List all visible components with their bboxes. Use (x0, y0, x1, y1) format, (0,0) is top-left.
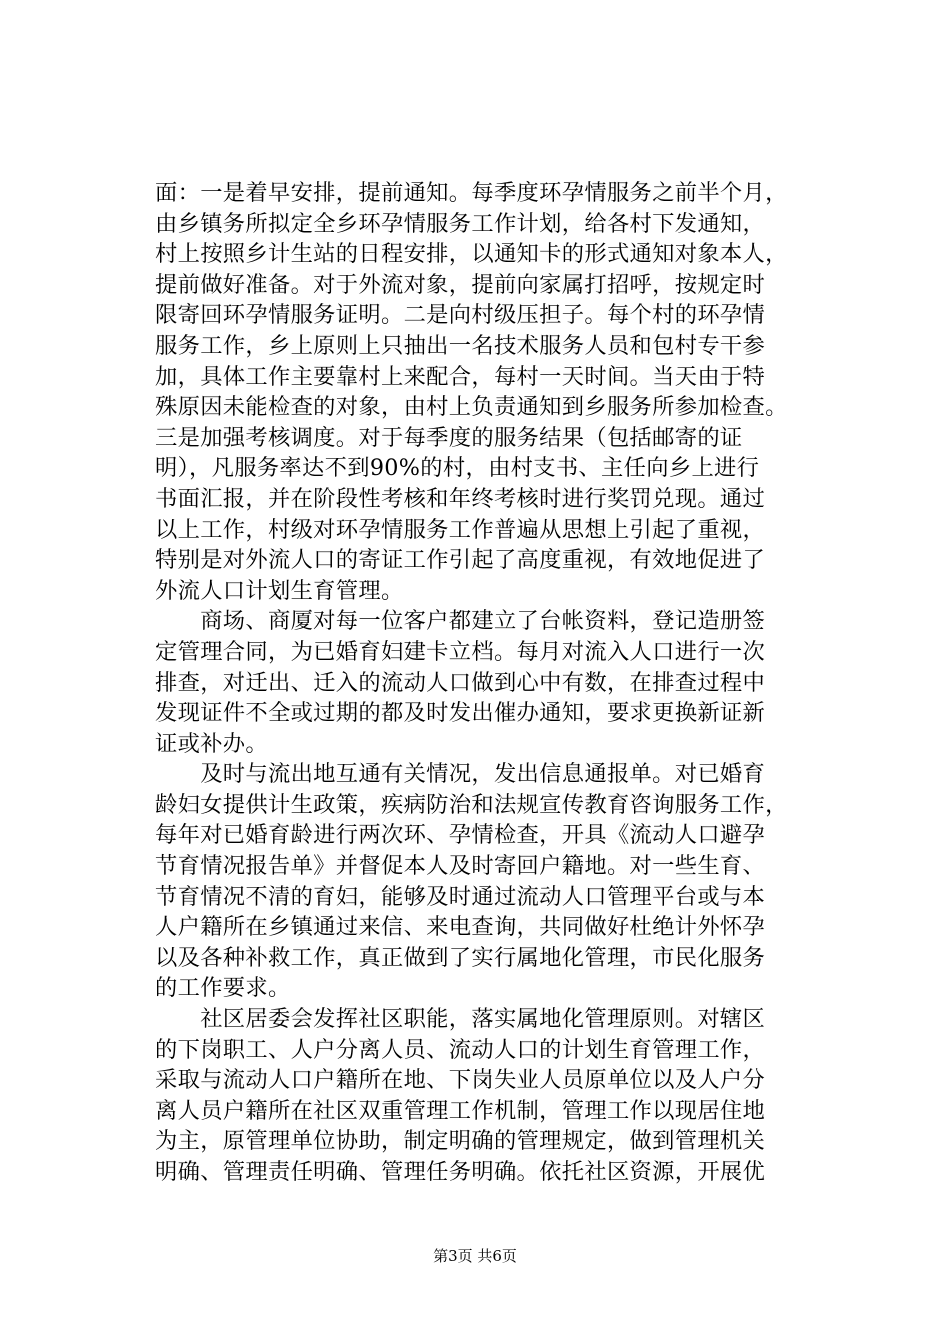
text-line: 书面汇报，并在阶段性考核和年终考核时进行奖罚兑现。通过 (155, 485, 766, 512)
text-line: 由乡镇务所拟定全乡环孕情服务工作计划，给各村下发通知， (155, 210, 766, 237)
text-line: 的下岗职工、人户分离人员、流动人口的计划生育管理工作， (155, 1036, 766, 1063)
text-line: 三是加强考核调度。对于每季度的服务结果（包括邮寄的证 (155, 424, 743, 451)
text-line: 以上工作，村级对环孕情服务工作普遍从思想上引起了重视， (155, 516, 766, 543)
text-line: 商场、商厦对每一位客户都建立了台帐资料，登记造册签 (155, 608, 766, 635)
text-line: 加，具体工作主要靠村上来配合，每村一天时间。当天由于特 (155, 363, 766, 390)
text-line: 节育情况不清的育妇，能够及时通过流动人口管理平台或与本 (155, 883, 766, 910)
text-line: 限寄回环孕情服务证明。二是向村级压担子。每个村的环孕情 (155, 302, 766, 329)
text-line: 每年对已婚育龄进行两次环、孕情检查，开具《流动人口避孕 (155, 822, 766, 849)
text-line: 特别是对外流人口的寄证工作引起了高度重视，有效地促进了 (155, 547, 766, 574)
text-line: 及时与流出地互通有关情况，发出信息通报单。对已婚育 (155, 761, 766, 788)
text-line: 明），凡服务率达不到90%的村，由村支书、主任向乡上进行 (155, 455, 760, 482)
text-line: 服务工作，乡上原则上只抽出一名技术服务人员和包村专干参 (155, 332, 766, 359)
text-line: 面：一是着早安排，提前通知。每季度环孕情服务之前半个月， (155, 180, 788, 206)
text-line: 社区居委会发挥社区职能，落实属地化管理原则。对辖区 (155, 1006, 766, 1033)
document-body (155, 178, 795, 1188)
text-line: 发现证件不全或过期的都及时发出催办通知，要求更换新证新 (155, 700, 766, 727)
page-footer (0, 1245, 950, 1266)
text-line: 人户籍所在乡镇通过来信、来电查询，共同做好杜绝计外怀孕 (155, 914, 766, 941)
text-line: 定管理合同，为已婚育妇建卡立档。每月对流入人口进行一次 (155, 638, 766, 665)
text-line: 采取与流动人口户籍所在地、下岗失业人员原单位以及人户分 (155, 1067, 766, 1094)
text-line: 龄妇女提供计生政策，疾病防治和法规宣传教育咨询服务工作， (155, 791, 788, 818)
text-line: 以及各种补救工作，真正做到了实行属地化管理，市民化服务 (155, 944, 766, 971)
text-line: 节育情况报告单》并督促本人及时寄回户籍地。对一些生育、 (155, 853, 766, 880)
text-line: 明确、管理责任明确、管理任务明确。依托社区资源，开展优 (155, 1159, 766, 1185)
text-line: 的工作要求。 (155, 975, 291, 1002)
text-line: 证或补办。 (155, 730, 268, 757)
text-line: 殊原因未能检查的对象，由村上负责通知到乡服务所参加检查。 (155, 394, 788, 421)
text-line: 村上按照乡计生站的日程安排，以通知卡的形式通知对象本人， (155, 241, 788, 268)
text-line: 提前做好准备。对于外流对象，提前向家属打招呼，按规定时 (155, 271, 766, 298)
text-line: 排查，对迁出、迁入的流动人口做到心中有数，在排查过程中 (155, 669, 766, 696)
text-line: 为主，原管理单位协助，制定明确的管理规定，做到管理机关 (155, 1128, 766, 1155)
text-line: 外流人口计划生育管理。 (155, 577, 404, 604)
text-line: 离人员户籍所在社区双重管理工作机制，管理工作以现居住地 (155, 1097, 766, 1124)
page-number-label: 第3页 共6页 (433, 1247, 517, 1265)
